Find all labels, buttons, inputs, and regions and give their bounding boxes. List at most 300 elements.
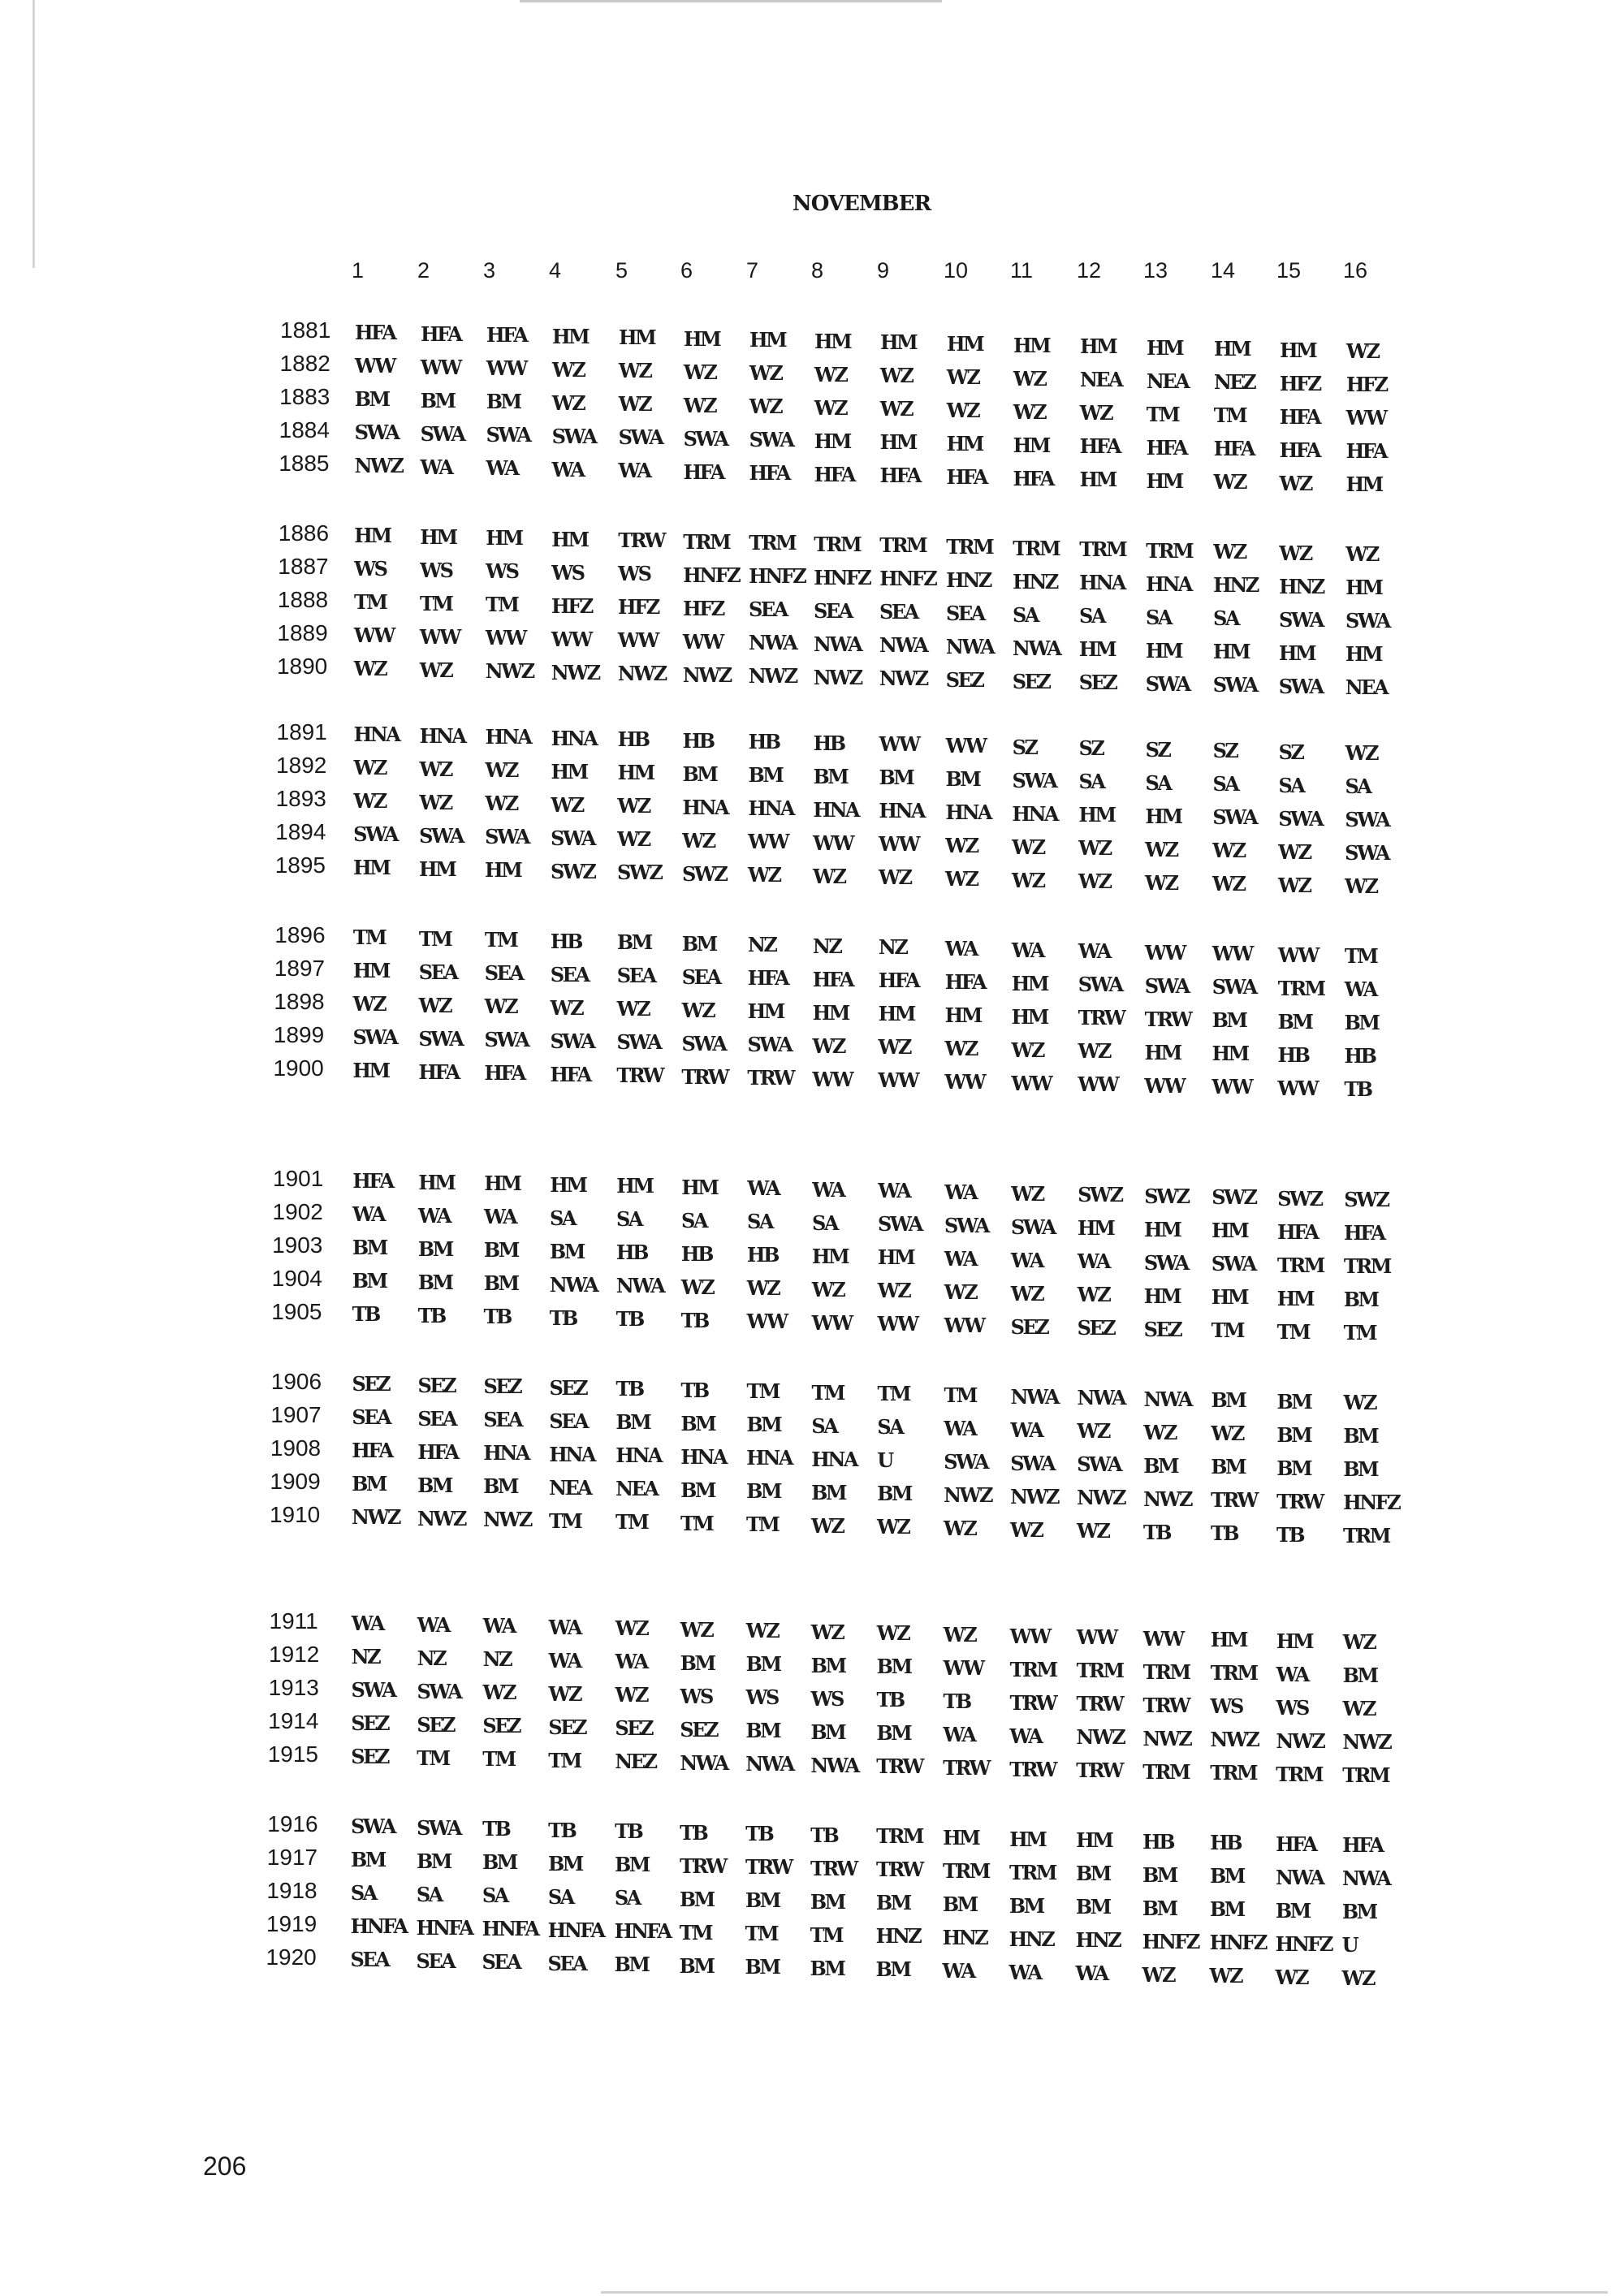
weather-type-cell: NWZ: [682, 662, 731, 687]
weather-type-cell: SA: [1145, 770, 1171, 795]
weather-type-cell: BM: [486, 390, 520, 414]
weather-type-cell: HNA: [879, 799, 925, 823]
weather-type-cell: NZ: [812, 934, 841, 958]
weather-type-cell: NWA: [1143, 1387, 1191, 1411]
weather-type-cell: BM: [352, 1236, 387, 1259]
year-label: 1893: [275, 786, 326, 811]
weather-type-cell: WW: [944, 1313, 984, 1337]
weather-type-cell: WZ: [1279, 471, 1311, 495]
weather-type-cell: SWA: [1279, 607, 1323, 632]
weather-type-cell: WA: [1011, 938, 1043, 962]
weather-type-cell: TRW: [1276, 1489, 1323, 1513]
weather-type-cell: WA: [417, 1612, 449, 1637]
weather-type-cell: HM: [1345, 642, 1382, 667]
weather-type-cell: WZ: [551, 357, 585, 382]
weather-type-cell: HB: [1142, 1829, 1174, 1854]
weather-type-cell: WA: [1344, 978, 1376, 1002]
weather-type-cell: SEZ: [1078, 671, 1116, 695]
year-label: 1914: [268, 1708, 319, 1733]
day-column-header: 15: [1276, 258, 1302, 283]
weather-type-cell: HM: [878, 1002, 914, 1026]
weather-type-cell: TM: [1343, 1321, 1376, 1345]
weather-type-cell: HNFA: [547, 1918, 604, 1942]
day-column-header: 12: [1077, 258, 1102, 283]
weather-type-cell: WZ: [943, 1516, 976, 1540]
weather-type-cell: HNA: [811, 1447, 857, 1471]
weather-type-cell: NWZ: [813, 665, 862, 689]
weather-type-cell: SA: [350, 1881, 376, 1905]
weather-type-cell: HFA: [486, 323, 527, 347]
weather-type-cell: TM: [484, 928, 517, 952]
weather-type-cell: SWA: [1212, 673, 1257, 697]
weather-type-cell: HM: [1210, 1628, 1247, 1652]
weather-type-cell: SWA: [352, 1025, 397, 1049]
weather-type-cell: TM: [877, 1382, 909, 1406]
weather-type-cell: HM: [1276, 1286, 1314, 1310]
weather-type-cell: WA: [1276, 1662, 1308, 1686]
weather-type-cell: SZ: [1278, 740, 1303, 764]
weather-type-cell: TB: [548, 1818, 576, 1842]
weather-type-cell: HNA: [615, 1444, 661, 1468]
weather-type-cell: SEZ: [352, 1372, 390, 1396]
weather-type-cell: WW: [944, 1069, 985, 1094]
weather-type-cell: WW: [877, 1312, 918, 1336]
weather-type-cell: SEA: [549, 1409, 588, 1433]
weather-type-cell: WZ: [879, 397, 913, 421]
weather-type-cell: HNA: [1146, 572, 1191, 596]
weather-type-cell: WA: [812, 1177, 844, 1202]
weather-type-cell: HM: [419, 857, 456, 881]
weather-type-cell: BM: [745, 1888, 780, 1913]
weather-type-cell: SWA: [749, 428, 793, 452]
year-label: 1920: [266, 1944, 317, 1970]
weather-type-cell: WZ: [1145, 837, 1177, 861]
weather-type-cell: WW: [354, 354, 395, 378]
weather-type-cell: HFA: [1146, 435, 1187, 460]
weather-type-cell: BM: [680, 1478, 715, 1502]
weather-type-cell: NWZ: [1076, 1725, 1125, 1750]
weather-type-cell: WW: [878, 1068, 918, 1093]
weather-type-cell: HNZ: [1213, 573, 1258, 598]
weather-type-cell: TB: [1210, 1521, 1238, 1546]
year-label: 1910: [269, 1502, 321, 1527]
weather-type-cell: SWA: [420, 421, 464, 446]
weather-type-cell: HFZ: [1279, 371, 1320, 395]
weather-type-cell: HFA: [749, 461, 789, 486]
year-label: 1908: [270, 1435, 322, 1461]
weather-type-cell: TM: [420, 591, 452, 615]
weather-type-cell: SWA: [1345, 609, 1389, 633]
weather-type-cell: NWA: [1341, 1867, 1390, 1891]
weather-type-cell: TRW: [1009, 1690, 1056, 1715]
weather-type-cell: SWA: [1012, 768, 1056, 792]
weather-type-cell: WZ: [1278, 873, 1311, 897]
weather-type-cell: WZ: [616, 997, 650, 1021]
weather-type-cell: WZ: [749, 395, 782, 419]
weather-type-cell: BM: [810, 1720, 845, 1744]
weather-type-cell: BM: [420, 388, 455, 412]
weather-type-cell: TM: [810, 1923, 843, 1947]
weather-type-cell: BM: [748, 763, 783, 788]
weather-type-cell: TB: [352, 1302, 379, 1326]
weather-type-cell: BM: [549, 1239, 584, 1263]
weather-type-cell: TRW: [1144, 1007, 1191, 1031]
weather-type-cell: HM: [1146, 468, 1182, 493]
weather-type-cell: SWA: [1345, 841, 1389, 865]
weather-type-cell: WZ: [1213, 470, 1246, 494]
weather-type-cell: SWZ: [1344, 1188, 1389, 1212]
weather-type-cell: HFA: [946, 464, 987, 489]
weather-type-cell: SEA: [814, 598, 852, 623]
weather-type-cell: TB: [615, 1377, 643, 1401]
weather-type-cell: HNZ: [946, 568, 991, 592]
weather-type-cell: WZ: [944, 1036, 977, 1060]
weather-type-cell: SZ: [1145, 737, 1170, 762]
weather-type-cell: SWZ: [617, 861, 662, 885]
weather-type-cell: HM: [1345, 473, 1382, 497]
weather-type-cell: TB: [549, 1306, 577, 1330]
weather-type-cell: HB: [746, 1243, 778, 1267]
weather-type-cell: TRW: [943, 1755, 989, 1780]
weather-type-cell: NWA: [813, 632, 862, 656]
weather-type-cell: TRW: [747, 1066, 794, 1090]
year-label: 1919: [266, 1911, 317, 1936]
weather-type-cell: WZ: [1079, 401, 1112, 425]
weather-type-cell: WZ: [945, 866, 978, 891]
weather-type-cell: NWZ: [1276, 1728, 1324, 1753]
weather-type-cell: WA: [747, 1176, 780, 1201]
weather-type-cell: HM: [1009, 1827, 1046, 1851]
year-label: 1903: [272, 1232, 323, 1258]
day-column-header: 5: [615, 258, 628, 283]
weather-type-cell: HM: [1278, 641, 1315, 665]
weather-type-cell: SEA: [483, 1408, 522, 1432]
weather-type-cell: SWA: [351, 1815, 395, 1838]
weather-type-cell: HNFZ: [814, 565, 870, 589]
weather-type-cell: TRW: [1076, 1692, 1123, 1716]
weather-type-cell: BM: [1209, 1897, 1244, 1922]
weather-type-cell: TM: [811, 1380, 844, 1405]
year-label: 1899: [273, 1022, 325, 1047]
weather-type-cell: HNZ: [1013, 569, 1057, 593]
weather-type-cell: HM: [418, 1170, 455, 1194]
weather-type-cell: SWA: [484, 1028, 529, 1052]
weather-type-cell: SWA: [616, 1030, 661, 1055]
weather-type-cell: TRM: [946, 534, 993, 559]
weather-type-cell: WA: [1078, 939, 1110, 964]
year-label: 1909: [270, 1469, 321, 1494]
weather-type-cell: NWA: [615, 1274, 664, 1298]
weather-type-cell: SA: [1146, 605, 1171, 629]
weather-type-cell: BM: [810, 1889, 844, 1914]
year-label: 1890: [276, 654, 328, 679]
weather-type-cell: WW: [1142, 1626, 1183, 1651]
weather-type-cell: HB: [615, 1241, 647, 1265]
weather-type-cell: HFA: [683, 460, 723, 484]
weather-type-cell: TB: [615, 1307, 643, 1331]
weather-type-cell: SEZ: [351, 1711, 389, 1735]
weather-type-cell: HNZ: [875, 1924, 921, 1949]
weather-type-cell: HM: [352, 1059, 389, 1082]
weather-type-cell: TM: [417, 1746, 449, 1770]
weather-type-cell: NWA: [1275, 1865, 1324, 1889]
weather-type-cell: WZ: [1346, 339, 1379, 364]
weather-type-cell: SEA: [749, 598, 787, 622]
weather-type-cell: BM: [1277, 1009, 1312, 1034]
weather-type-cell: NZ: [417, 1646, 446, 1670]
weather-type-cell: BM: [1075, 1862, 1110, 1886]
weather-type-cell: WA: [1009, 1960, 1041, 1984]
weather-type-cell: TM: [482, 1747, 515, 1772]
weather-type-cell: WZ: [749, 361, 782, 386]
weather-type-cell: HNFA: [350, 1914, 407, 1938]
weather-type-cell: HB: [680, 1241, 712, 1266]
year-label: 1906: [270, 1369, 322, 1394]
weather-type-cell: WZ: [813, 864, 845, 888]
weather-type-cell: HM: [947, 331, 983, 356]
year-label: 1883: [279, 384, 330, 409]
weather-type-cell: WZ: [1078, 836, 1111, 861]
weather-type-cell: SEZ: [945, 667, 983, 692]
weather-type-cell: SWA: [354, 421, 399, 444]
weather-type-cell: WZ: [617, 794, 650, 818]
weather-type-cell: SA: [811, 1413, 837, 1438]
weather-type-cell: HFA: [421, 322, 461, 346]
year-label: 1904: [271, 1266, 322, 1291]
weather-type-cell: WZ: [1012, 835, 1044, 859]
weather-type-cell: TM: [746, 1379, 779, 1404]
weather-type-cell: SWA: [551, 826, 595, 850]
weather-type-cell: TM: [1344, 944, 1377, 969]
weather-type-cell: BM: [875, 1957, 910, 1982]
weather-type-cell: BM: [1343, 1424, 1378, 1448]
weather-type-cell: BM: [354, 387, 389, 411]
weather-type-cell: HM: [811, 1244, 849, 1268]
weather-type-cell: WA: [1075, 1962, 1108, 1986]
weather-type-cell: HFA: [1345, 439, 1387, 464]
weather-type-cell: SA: [747, 1210, 772, 1234]
weather-type-cell: WZ: [877, 1279, 910, 1303]
weather-type-cell: HNA: [680, 1444, 726, 1469]
day-column-header: 3: [483, 258, 496, 283]
weather-type-cell: BM: [810, 1653, 845, 1677]
weather-type-cell: WA: [1009, 1724, 1042, 1748]
weather-type-cell: SWA: [683, 426, 728, 451]
year-label: 1892: [276, 753, 327, 778]
weather-type-cell: TRM: [876, 1824, 922, 1849]
weather-type-cell: TRW: [1142, 1693, 1190, 1717]
weather-type-cell: WZ: [748, 863, 780, 887]
weather-type-cell: TRM: [1343, 1254, 1390, 1279]
weather-type-cell: NZ: [482, 1647, 512, 1672]
weather-type-cell: WS: [680, 1684, 712, 1708]
weather-type-cell: BM: [1342, 1664, 1377, 1688]
weather-type-cell: HFA: [1079, 434, 1121, 459]
weather-type-cell: SWA: [486, 423, 530, 447]
weather-type-cell: SWA: [1144, 973, 1189, 998]
weather-type-cell: HFA: [1279, 404, 1320, 429]
weather-type-cell: SWA: [1278, 674, 1323, 698]
weather-type-cell: HNFZ: [1209, 1931, 1266, 1955]
weather-type-cell: BM: [1212, 1008, 1246, 1033]
weather-type-cell: WW: [1011, 1071, 1052, 1095]
weather-type-cell: TRM: [1277, 976, 1324, 1000]
weather-type-cell: HFZ: [1345, 373, 1387, 397]
weather-type-cell: SZ: [1012, 735, 1037, 759]
weather-type-cell: TRM: [942, 1858, 989, 1883]
weather-type-cell: SEA: [484, 961, 523, 986]
weather-type-cell: WW: [879, 732, 919, 757]
year-label: 1898: [274, 989, 325, 1014]
weather-type-cell: WZ: [353, 756, 386, 779]
weather-type-cell: WZ: [944, 1280, 977, 1304]
year-label: 1897: [274, 956, 326, 981]
weather-type-cell: BM: [681, 931, 716, 956]
weather-type-cell: WS: [354, 557, 387, 580]
weather-type-cell: TM: [680, 1511, 713, 1535]
weather-type-cell: TB: [1142, 1520, 1171, 1544]
weather-type-cell: NEZ: [615, 1750, 656, 1774]
weather-type-cell: SA: [482, 1884, 508, 1908]
weather-type-cell: WA: [878, 1179, 910, 1203]
weather-type-cell: HFA: [355, 321, 395, 344]
day-column-header: 16: [1343, 258, 1368, 283]
weather-type-cell: NEA: [615, 1477, 658, 1501]
weather-type-cell: HFA: [352, 1439, 392, 1462]
weather-type-cell: NWA: [1012, 636, 1060, 660]
weather-type-cell: WW: [1078, 1072, 1118, 1097]
year-label: 1918: [266, 1878, 317, 1903]
weather-type-cell: HNFZ: [1343, 1491, 1400, 1515]
weather-type-cell: HFZ: [551, 593, 592, 618]
weather-type-cell: HM: [943, 1825, 979, 1849]
year-label: 1915: [267, 1741, 318, 1767]
weather-type-cell: HB: [748, 730, 780, 754]
weather-type-cell: WA: [942, 1958, 974, 1983]
weather-type-cell: WW: [811, 1310, 852, 1335]
weather-type-cell: NWZ: [879, 667, 927, 691]
weather-type-cell: TRM: [814, 532, 861, 556]
weather-type-cell: WZ: [945, 833, 978, 857]
weather-type-cell: HNFZ: [749, 564, 806, 589]
weather-type-cell: BM: [1142, 1896, 1177, 1920]
weather-type-cell: TM: [354, 590, 387, 614]
weather-type-cell: TRM: [1276, 1762, 1323, 1786]
weather-type-cell: TM: [615, 1510, 648, 1534]
weather-type-cell: SWA: [1078, 973, 1122, 997]
weather-type-cell: SA: [550, 1206, 575, 1230]
weather-type-cell: SEA: [879, 600, 918, 624]
year-label: 1917: [266, 1845, 318, 1870]
year-label: 1888: [277, 587, 329, 612]
weather-type-cell: BM: [1275, 1898, 1310, 1923]
weather-type-cell: WZ: [1345, 874, 1377, 899]
weather-type-cell: NWZ: [482, 1508, 531, 1532]
weather-type-cell: WZ: [1342, 1697, 1375, 1721]
weather-type-cell: TM: [1146, 402, 1179, 426]
year-label: 1882: [279, 351, 330, 376]
day-column-header: 14: [1211, 258, 1236, 283]
weather-type-cell: SWA: [419, 823, 464, 848]
weather-type-cell: SWA: [1077, 1452, 1121, 1477]
weather-type-cell: TB: [680, 1378, 708, 1402]
weather-type-cell: WW: [617, 628, 658, 653]
weather-type-cell: WZ: [879, 865, 911, 890]
weather-type-cell: NWZ: [485, 659, 533, 684]
weather-type-cell: TRM: [749, 531, 796, 555]
weather-type-cell: BM: [547, 1851, 582, 1875]
page-number: 206: [203, 2151, 247, 2181]
weather-type-cell: WS: [810, 1686, 843, 1711]
weather-type-cell: NWZ: [551, 660, 599, 684]
weather-type-cell: HFA: [1344, 1221, 1384, 1245]
weather-type-cell: WZ: [1211, 1422, 1243, 1446]
weather-type-cell: TRM: [1076, 1659, 1123, 1683]
weather-type-cell: WW: [682, 629, 723, 654]
weather-type-cell: WA: [618, 459, 650, 483]
weather-type-cell: SEA: [417, 1406, 456, 1431]
weather-type-cell: HM: [551, 759, 587, 783]
weather-type-cell: BM: [1344, 1011, 1379, 1035]
weather-type-cell: TB: [876, 1688, 904, 1712]
weather-type-cell: WW: [1009, 1624, 1050, 1648]
weather-type-cell: HM: [880, 330, 917, 355]
weather-type-cell: BM: [1075, 1895, 1110, 1919]
weather-type-cell: HNA: [748, 796, 794, 821]
weather-type-cell: HM: [681, 1175, 718, 1199]
day-column-header: 6: [680, 258, 693, 283]
weather-type-cell: HM: [1144, 1217, 1181, 1241]
weather-type-cell: WZ: [680, 1617, 713, 1642]
weather-type-cell: BM: [879, 766, 914, 790]
weather-type-cell: HNA: [549, 1442, 594, 1466]
weather-type-cell: BM: [417, 1236, 452, 1261]
weather-type-cell: HFA: [352, 1169, 393, 1193]
weather-type-cell: WZ: [810, 1620, 844, 1644]
year-label: 1887: [278, 554, 329, 579]
weather-type-cell: SA: [812, 1211, 837, 1235]
weather-type-cell: NEA: [1079, 368, 1122, 392]
weather-type-cell: HM: [1147, 335, 1183, 360]
weather-type-cell: HNA: [746, 1446, 792, 1470]
weather-type-cell: HNA: [483, 1441, 529, 1465]
weather-type-cell: NEZ: [1213, 370, 1255, 395]
weather-type-cell: WZ: [482, 1681, 515, 1705]
weather-type-cell: SWA: [1278, 806, 1323, 831]
weather-type-cell: BM: [942, 1892, 977, 1916]
weather-type-cell: WW: [1076, 1625, 1116, 1650]
weather-type-cell: HM: [1079, 468, 1116, 492]
weather-type-cell: BM: [945, 766, 980, 791]
weather-type-cell: WA: [944, 1180, 977, 1204]
weather-type-cell: SWA: [1143, 1250, 1188, 1275]
weather-type-cell: HNFZ: [879, 567, 936, 591]
weather-type-cell: WZ: [615, 1616, 648, 1641]
weather-type-cell: WS: [745, 1685, 778, 1710]
weather-type-cell: NEA: [549, 1475, 591, 1500]
weather-type-cell: SEA: [681, 965, 720, 989]
weather-type-cell: WZ: [418, 993, 451, 1017]
weather-type-cell: TRM: [1342, 1524, 1389, 1548]
weather-type-cell: HB: [617, 727, 649, 752]
weather-type-cell: HNA: [419, 723, 465, 748]
weather-type-cell: SEA: [547, 1951, 586, 1975]
weather-type-cell: HM: [1011, 1004, 1047, 1029]
weather-type-cell: TRW: [810, 1856, 857, 1880]
weather-type-cell: TB: [1344, 1077, 1371, 1102]
weather-type-cell: SWA: [351, 1678, 395, 1702]
weather-type-cell: TRM: [683, 529, 730, 554]
